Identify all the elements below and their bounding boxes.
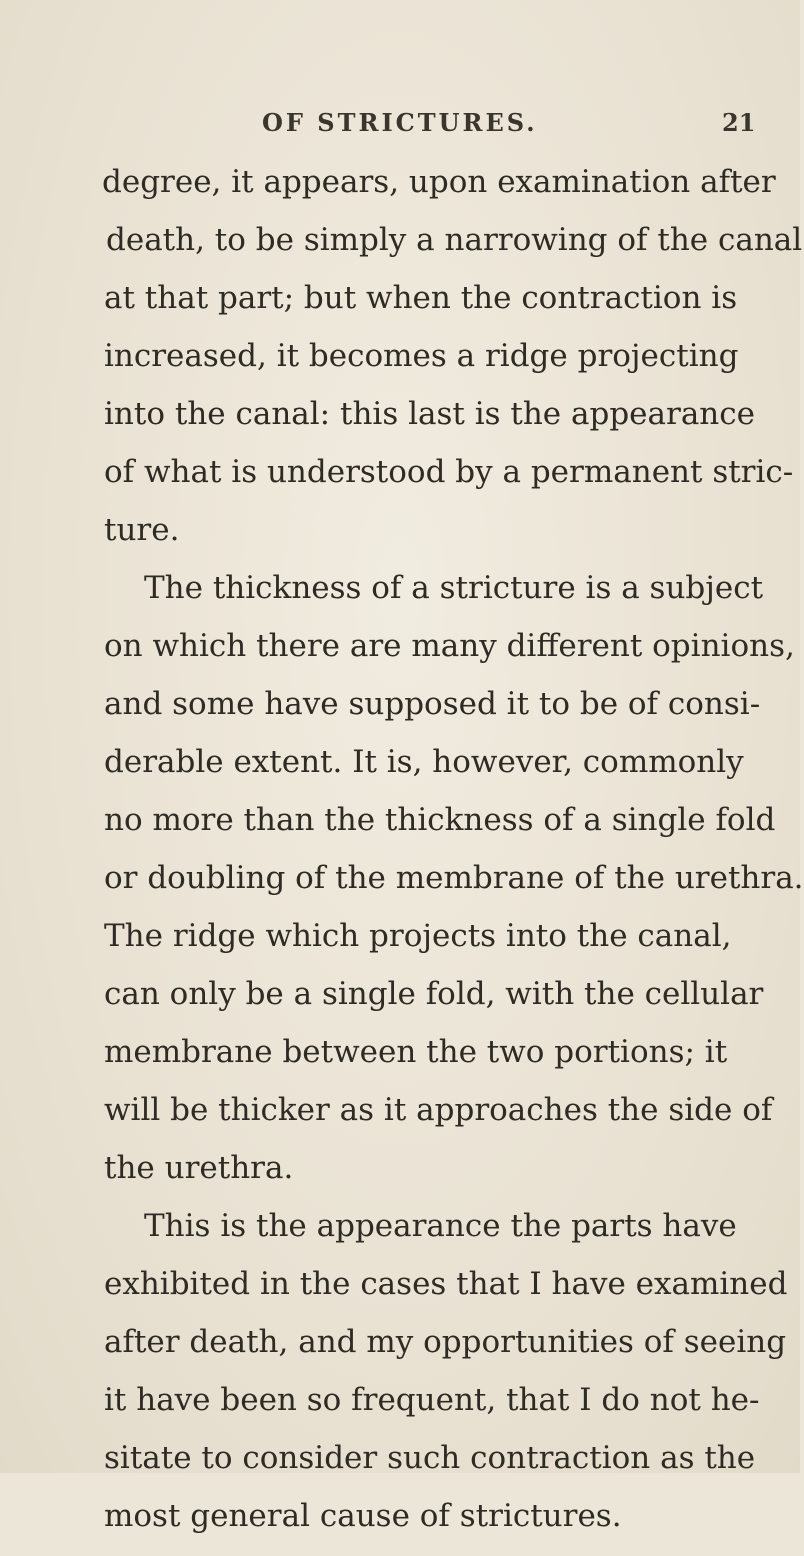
text-line: at that part; but when the contraction is xyxy=(104,280,738,316)
text-line: sitate to consider such contraction as the xyxy=(104,1440,756,1476)
paragraph-start-line: The thickness of a stricture is a subject xyxy=(144,570,764,606)
page-number: 21 xyxy=(722,108,756,137)
text-line: The ridge which projects into the canal, xyxy=(104,918,732,954)
running-head xyxy=(0,108,800,148)
text-line: death, to be simply a narrowing of the canal xyxy=(106,222,803,258)
text-line: will be thicker as it approaches the side of xyxy=(104,1092,773,1128)
paragraph-start-line: This is the appearance the parts have xyxy=(144,1208,737,1244)
text-line: after death, and my opportunities of seeing xyxy=(104,1324,787,1360)
text-line: can only be a single fold, with the cellular xyxy=(104,976,764,1012)
running-title: OF STRICTURES. xyxy=(262,108,538,137)
text-line: no more than the thickness of a single fold xyxy=(104,802,776,838)
text-line: on which there are many different opinions, xyxy=(104,628,795,664)
text-line: into the canal: this last is the appearance xyxy=(104,396,755,432)
text-line: ture. xyxy=(104,512,180,548)
text-line: derable extent. It is, however, commonly xyxy=(104,744,744,780)
text-line: degree, it appears, upon examination after xyxy=(102,164,776,200)
text-line: and some have supposed it to be of consi- xyxy=(104,686,761,722)
text-line: or doubling of the membrane of the urethra. xyxy=(104,860,804,896)
text-line: it have been so frequent, that I do not he- xyxy=(104,1382,760,1418)
text-line: membrane between the two portions; it xyxy=(104,1034,728,1070)
text-line: of what is understood by a permanent stric- xyxy=(104,454,794,490)
text-line: the urethra. xyxy=(104,1150,294,1186)
text-line: most general cause of strictures. xyxy=(104,1498,622,1534)
text-line: exhibited in the cases that I have examined xyxy=(104,1266,788,1302)
text-line: increased, it becomes a ridge projecting xyxy=(104,338,739,374)
